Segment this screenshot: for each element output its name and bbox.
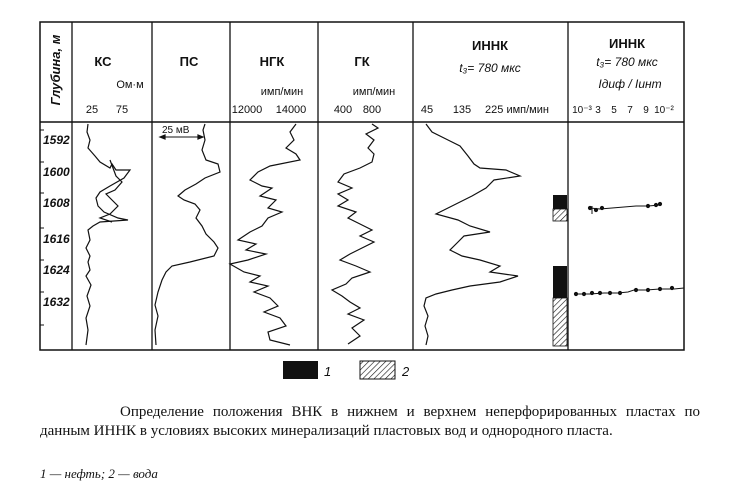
track-unit: Ом·м	[116, 79, 144, 91]
track-subtitle: t₃= 780 мкс	[459, 61, 521, 75]
track-title: КС	[94, 54, 112, 69]
depth-tick: 1632	[43, 295, 70, 309]
track-unit: имп/мин	[260, 86, 304, 98]
scale-label: 10⁻³	[572, 105, 592, 116]
scale-label: 7	[627, 105, 633, 116]
track-ratio: Iдиф / Iинт	[598, 77, 662, 91]
scale-label: 14000	[275, 104, 307, 116]
figure-caption	[40, 403, 700, 441]
ps-scale-note: 25 мВ	[162, 125, 190, 136]
legend	[283, 361, 410, 379]
track-header-ngk	[232, 54, 307, 116]
ratio-points-lower	[574, 286, 684, 295]
depth-tick: 1600	[43, 165, 70, 179]
track-header-ks	[86, 54, 144, 116]
caption-text: Определение положения ВНК в нижнем и верхнем неперфорированных пластах по данным ИННК в условиях высоких минерализаций пластовых вод и однородного пласта.	[40, 404, 700, 439]
depth-axis	[43, 133, 70, 309]
ratio-points-upper	[588, 202, 661, 214]
depth-tick: 1592	[43, 133, 70, 147]
track-title: НГК	[259, 54, 285, 69]
track-unit: имп/мин	[352, 86, 396, 98]
scale-label: 9	[643, 105, 649, 116]
interval-bars	[553, 195, 567, 346]
depth-tick: 1608	[43, 196, 70, 210]
track-header-innk2	[572, 36, 674, 116]
track-title: ГК	[354, 54, 370, 69]
track-title: ИННК	[608, 36, 646, 51]
scale-label: 10⁻²	[654, 105, 674, 116]
track-header-ps	[180, 54, 199, 69]
depth-tick: 1616	[43, 232, 70, 246]
ps-curve	[155, 124, 220, 345]
scale-label: 25	[85, 104, 99, 116]
track-header-innk1	[421, 38, 549, 116]
ngk-curve	[230, 124, 300, 345]
innk-curve	[424, 124, 520, 345]
depth-tick: 1624	[43, 263, 70, 277]
scale-label: 800	[362, 104, 382, 116]
scale-label: 3	[595, 105, 601, 116]
scale-label: 5	[611, 105, 617, 116]
legend-swatch-water	[360, 361, 395, 379]
track-title: ПС	[179, 54, 199, 69]
depth-header: Глубина, м	[48, 34, 63, 106]
legend-key: 1	[324, 364, 332, 379]
gk-curve	[332, 124, 378, 344]
scale-label: 135	[452, 104, 472, 116]
scale-label: 400	[333, 104, 353, 116]
legend-key: 2	[402, 364, 410, 379]
log-frame	[40, 22, 684, 350]
ks-curves	[86, 124, 130, 345]
track-subtitle: t₃= 780 мкс	[596, 55, 658, 69]
track-title: ИННК	[471, 38, 509, 53]
legend-note: 1 — нефть; 2 — вода	[40, 466, 158, 481]
scale-label: 45	[420, 104, 434, 116]
scale-label: 75	[115, 104, 129, 116]
legend-swatch-oil	[283, 361, 318, 379]
scale-label: 12000	[231, 104, 263, 116]
scale-label: 225 имп/мин	[485, 104, 549, 116]
track-header-gk	[334, 54, 395, 116]
